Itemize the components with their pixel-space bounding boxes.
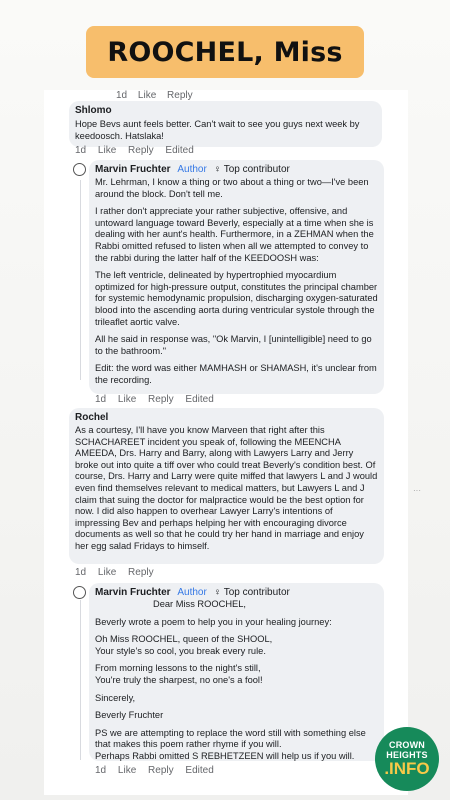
timestamp: 1d [116, 90, 128, 101]
crownheights-logo [375, 727, 439, 791]
edited-label[interactable]: Edited [185, 394, 214, 405]
comment-author[interactable]: Shlomo [75, 105, 112, 116]
reply-bubble [89, 583, 384, 761]
comment-meta [95, 765, 223, 776]
thread-line [80, 600, 81, 760]
reply-link[interactable]: Reply [128, 567, 154, 578]
poem-stanza: Oh Miss ROOCHEL, queen of the SHOOL, Your style's so cool, you break every rule. [95, 634, 273, 656]
reply-link[interactable]: Reply [128, 145, 154, 156]
timestamp: 1d [75, 145, 87, 156]
timestamp: 1d [75, 567, 87, 578]
comment-body [95, 177, 378, 387]
author-tag: Author [177, 587, 207, 598]
thread-line [80, 180, 81, 380]
comment-author-line [95, 164, 378, 176]
previous-comment-meta [116, 90, 201, 101]
comment-bubble [69, 408, 384, 564]
edited-label[interactable]: Edited [165, 145, 194, 156]
comment-author[interactable]: Marvin Fruchter [95, 164, 171, 175]
comment-meta [75, 567, 163, 578]
comment-thread [44, 90, 408, 795]
comment-author[interactable]: Rochel [75, 412, 109, 423]
letter-postscript: PS we are attempting to replace the word still with something else that makes this poem rather rhyme if you will. Perhaps Rabbi omitted S REBHETZEEN will help us if you will. [95, 727, 366, 761]
letter-signoff: Sincerely, [95, 692, 136, 703]
timestamp: 1d [95, 394, 107, 405]
letter-greeting: Dear Miss ROOCHEL, [153, 599, 246, 609]
comment-meta [95, 394, 223, 405]
logo-line: CROWN [389, 740, 425, 750]
comment-text: As a courtesy, I'll have you know Marveen that right after this SCHACHAREET incident you speak of, following the MEENCHA AMEEDA, Drs. Harry and Barry, along with Lawyers Larry and Jerry broke out into quite a tiff over who could treat Beverly's condition best. Of course, Drs. Harry and Larry were quite miffed that lawyers L and J would even find themselves relevant to medical matters, but Lawyers L and J claim that suing the doctor for malpractice would be the best option for now. I did also happen to overhear Lawyer Larry's intentions of impressing Bev and perhaps helping her with encouraging divorce documents as well so that he could try her hand in marriage and enjoy her egg salad Fridays to himself. [75, 425, 378, 551]
avatar[interactable] [73, 163, 86, 176]
comment-text: Hope Bevs aunt feels better. Can't wait to see you guys next week by keedoosch. Hatslaka! [75, 119, 360, 141]
reply-bubble [89, 160, 384, 394]
comment-meta [75, 145, 203, 156]
letter-signature: Beverly Fruchter [95, 710, 164, 721]
like-link[interactable]: Like [97, 567, 117, 578]
author-tag: Author [177, 164, 207, 175]
reply-link[interactable]: Reply [148, 394, 174, 405]
comment-author-line [95, 587, 378, 599]
top-contributor-badge: ♀ Top contributor [213, 587, 290, 598]
reply-link[interactable]: Reply [167, 90, 193, 101]
comment-bubble [69, 101, 382, 147]
comment-author[interactable]: Marvin Fruchter [95, 587, 171, 598]
more-options-icon[interactable]: ··· [413, 486, 421, 495]
comment-paragraph: All he said in response was, "Ok Marvin, I [unintelligible] need to go to the bathroom." [95, 334, 372, 356]
logo-line: HEIGHTS [386, 750, 428, 760]
poem-stanza: From morning lessons to the night's still, You're truly the sharpest, no one's a fool! [95, 663, 263, 685]
timestamp: 1d [95, 765, 107, 776]
comment-body [95, 617, 378, 763]
like-link[interactable]: Like [117, 765, 137, 776]
reply-link[interactable]: Reply [148, 765, 174, 776]
like-link[interactable]: Like [97, 145, 117, 156]
like-link[interactable]: Like [117, 394, 137, 405]
comment-paragraph: I rather don't appreciate your rather subjective, offensive, and untoward language toward Beverly, especially at a time when she is dealing with her aunt's health. Furthermore, in a ZEHMAN when the Rabbi omitted refused to listen when all we attempted to convey to the rabbi during the latter half of the KEEDOOSH was: [95, 206, 374, 263]
comment-paragraph: Beverly wrote a poem to help you in your healing journey: [95, 616, 332, 627]
edited-label[interactable]: Edited [185, 765, 214, 776]
logo-line: .INFO [384, 759, 430, 778]
page-title: ROOCHEL, Miss [86, 26, 364, 78]
top-contributor-badge: ♀ Top contributor [213, 164, 290, 175]
like-link[interactable]: Like [137, 90, 157, 101]
comment-paragraph: The left ventricle, delineated by hypertrophied myocardium optimized for high-pressure output, constitutes the principal chamber for systemic hemodynamic propulsion, discharging oxygen-saturated blood into the ascending aorta during ventricular systole through the trileaflet aortic valve. [95, 270, 378, 327]
comment-paragraph: Edit: the word was either MAMHASH or SHAMASH, it's unclear from the recording. [95, 363, 377, 385]
avatar[interactable] [73, 586, 86, 599]
comment-paragraph: Mr. Lehrman, I know a thing or two about a thing or two—I've been around the block. Don't tell me. [95, 177, 369, 199]
